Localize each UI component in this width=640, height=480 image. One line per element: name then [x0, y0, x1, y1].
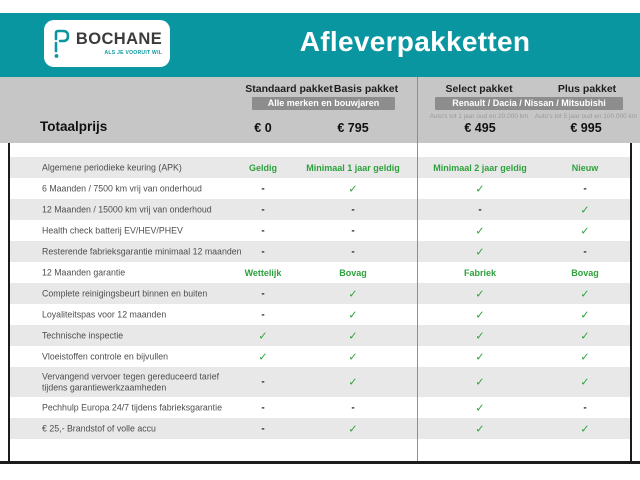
cell-standaard: Geldig [248, 162, 278, 173]
row-label: 12 Maanden / 15000 km vrij van onderhoud [42, 204, 212, 215]
cell-basis: - [351, 204, 355, 215]
cell-standaard: - [261, 225, 265, 236]
price-plus: € 995 [570, 121, 602, 135]
cell-standaard: - [261, 402, 265, 413]
cell-basis-check-icon: ✓ [348, 375, 358, 389]
cell-standaard: - [261, 288, 265, 299]
cell-plus-check-icon: ✓ [580, 350, 590, 363]
cell-select-check-icon: ✓ [475, 350, 485, 363]
cell-standaard: - [261, 376, 265, 388]
table-row [10, 418, 630, 439]
row-label: Vervangend vervoer tegen gereduceerd tarief tijdens garantiewerkzaamheden [42, 371, 220, 392]
cell-basis-check-icon: ✓ [348, 329, 358, 342]
cell-basis-check-icon: ✓ [348, 308, 358, 321]
row-label: Technische inspectie [42, 330, 124, 341]
cell-standaard-check-icon: ✓ [258, 350, 268, 363]
cell-plus: Bovag [571, 267, 599, 278]
cell-basis: - [351, 225, 355, 236]
cell-select: Minimaal 2 jaar geldig [433, 162, 527, 173]
package-header-band [0, 77, 640, 143]
table-row [10, 283, 630, 304]
cell-select: Fabriek [463, 267, 497, 278]
top-strip [0, 0, 640, 13]
column-divider [417, 77, 418, 461]
cell-select-check-icon: ✓ [475, 287, 485, 300]
cell-standaard-check-icon: ✓ [258, 329, 268, 342]
comparison-table [8, 143, 632, 462]
page-title: Afleverpakketten [299, 26, 531, 57]
cell-basis-check-icon: ✓ [348, 422, 358, 435]
table-row [10, 367, 630, 397]
row-label: Complete reinigingsbeurt binnen en buiten [42, 288, 208, 299]
row-label: Loyaliteitspas voor 12 maanden [42, 309, 167, 320]
cell-basis: - [351, 246, 355, 257]
cell-basis: Bovag [339, 267, 367, 278]
price-basis: € 795 [337, 121, 369, 135]
column-header-standaard: Standaard pakket [245, 83, 333, 95]
cell-select-check-icon: ✓ [475, 329, 485, 342]
note-plus: Auto's tot 5 jaar oud en 100.000 km [534, 113, 638, 120]
cell-select-check-icon: ✓ [475, 308, 485, 321]
cell-select-check-icon: ✓ [475, 224, 485, 237]
table-row [10, 220, 630, 241]
cell-select-check-icon: ✓ [475, 401, 485, 414]
cell-plus-check-icon: ✓ [580, 203, 590, 216]
cell-standaard: - [261, 246, 265, 257]
table-row [10, 262, 630, 283]
cell-basis-check-icon: ✓ [348, 182, 358, 195]
cell-basis: Minimaal 1 jaar geldig [306, 162, 400, 173]
cell-standaard: - [261, 309, 265, 320]
column-header-basis: Basis pakket [333, 83, 399, 95]
row-label: 6 Maanden / 7500 km vrij van onderhoud [42, 183, 202, 194]
cell-standaard: - [261, 423, 265, 434]
cell-select-check-icon: ✓ [475, 422, 485, 435]
row-label: Algemene periodieke keuring (APK) [42, 162, 182, 173]
table-row [10, 325, 630, 346]
table-row [10, 397, 630, 418]
bochane-icon [52, 29, 71, 59]
cell-plus-check-icon: ✓ [580, 224, 590, 237]
note-select: Auto's tot 1 jaar oud en 20.000 km [429, 113, 529, 120]
price-standaard: € 0 [254, 121, 272, 135]
table-row [10, 304, 630, 325]
badge-all-brands: Alle merken en bouwjaren [252, 97, 395, 110]
cell-basis: - [351, 402, 355, 413]
cell-plus: - [583, 246, 587, 257]
cell-select-check-icon: ✓ [475, 182, 485, 195]
cell-standaard: - [261, 183, 265, 194]
row-label: Pechhulp Europa 24/7 tijdens fabrieksgarantie [42, 402, 222, 413]
price-select: € 495 [464, 121, 496, 135]
logo-text: BOCHANE [75, 30, 163, 49]
cell-plus: - [583, 183, 587, 194]
brand-logo [44, 20, 170, 67]
badge-renault-group: Renault / Dacia / Nissan / Mitsubishi [435, 97, 623, 110]
cell-select: - [478, 204, 482, 215]
cell-plus-check-icon: ✓ [580, 308, 590, 321]
cell-select-check-icon: ✓ [475, 375, 485, 389]
table-row [10, 241, 630, 262]
row-label: 12 Maanden garantie [42, 267, 126, 278]
row-label: Vloeistoffen controle en bijvullen [42, 351, 169, 362]
row-label: Resterende fabrieksgarantie minimaal 12 maanden [42, 246, 242, 257]
cell-select-check-icon: ✓ [475, 245, 485, 258]
table-row [10, 346, 630, 367]
cell-plus-check-icon: ✓ [580, 422, 590, 435]
logo-tagline: ALS JE VOORUIT WIL [104, 49, 163, 56]
header-bar [0, 13, 640, 77]
row-label: Health check batterij EV/HEV/PHEV [42, 225, 183, 236]
table-row [10, 157, 630, 178]
cell-plus: Nieuw [571, 162, 599, 173]
cell-standaard: Wettelijk [244, 267, 282, 278]
row-label: € 25,- Brandstof of volle accu [42, 423, 156, 434]
bottom-border [0, 461, 640, 464]
column-header-plus: Plus pakket [557, 83, 617, 95]
cell-standaard: - [261, 204, 265, 215]
cell-plus: - [583, 402, 587, 413]
cell-basis-check-icon: ✓ [348, 350, 358, 363]
cell-plus-check-icon: ✓ [580, 329, 590, 342]
table-row [10, 199, 630, 220]
logo-texts [76, 31, 162, 56]
table-row [10, 178, 630, 199]
cell-plus-check-icon: ✓ [580, 375, 590, 389]
cell-basis-check-icon: ✓ [348, 287, 358, 300]
cell-plus-check-icon: ✓ [580, 287, 590, 300]
column-header-select: Select pakket [445, 83, 513, 95]
total-price-label: Totaalprijs [40, 119, 108, 134]
